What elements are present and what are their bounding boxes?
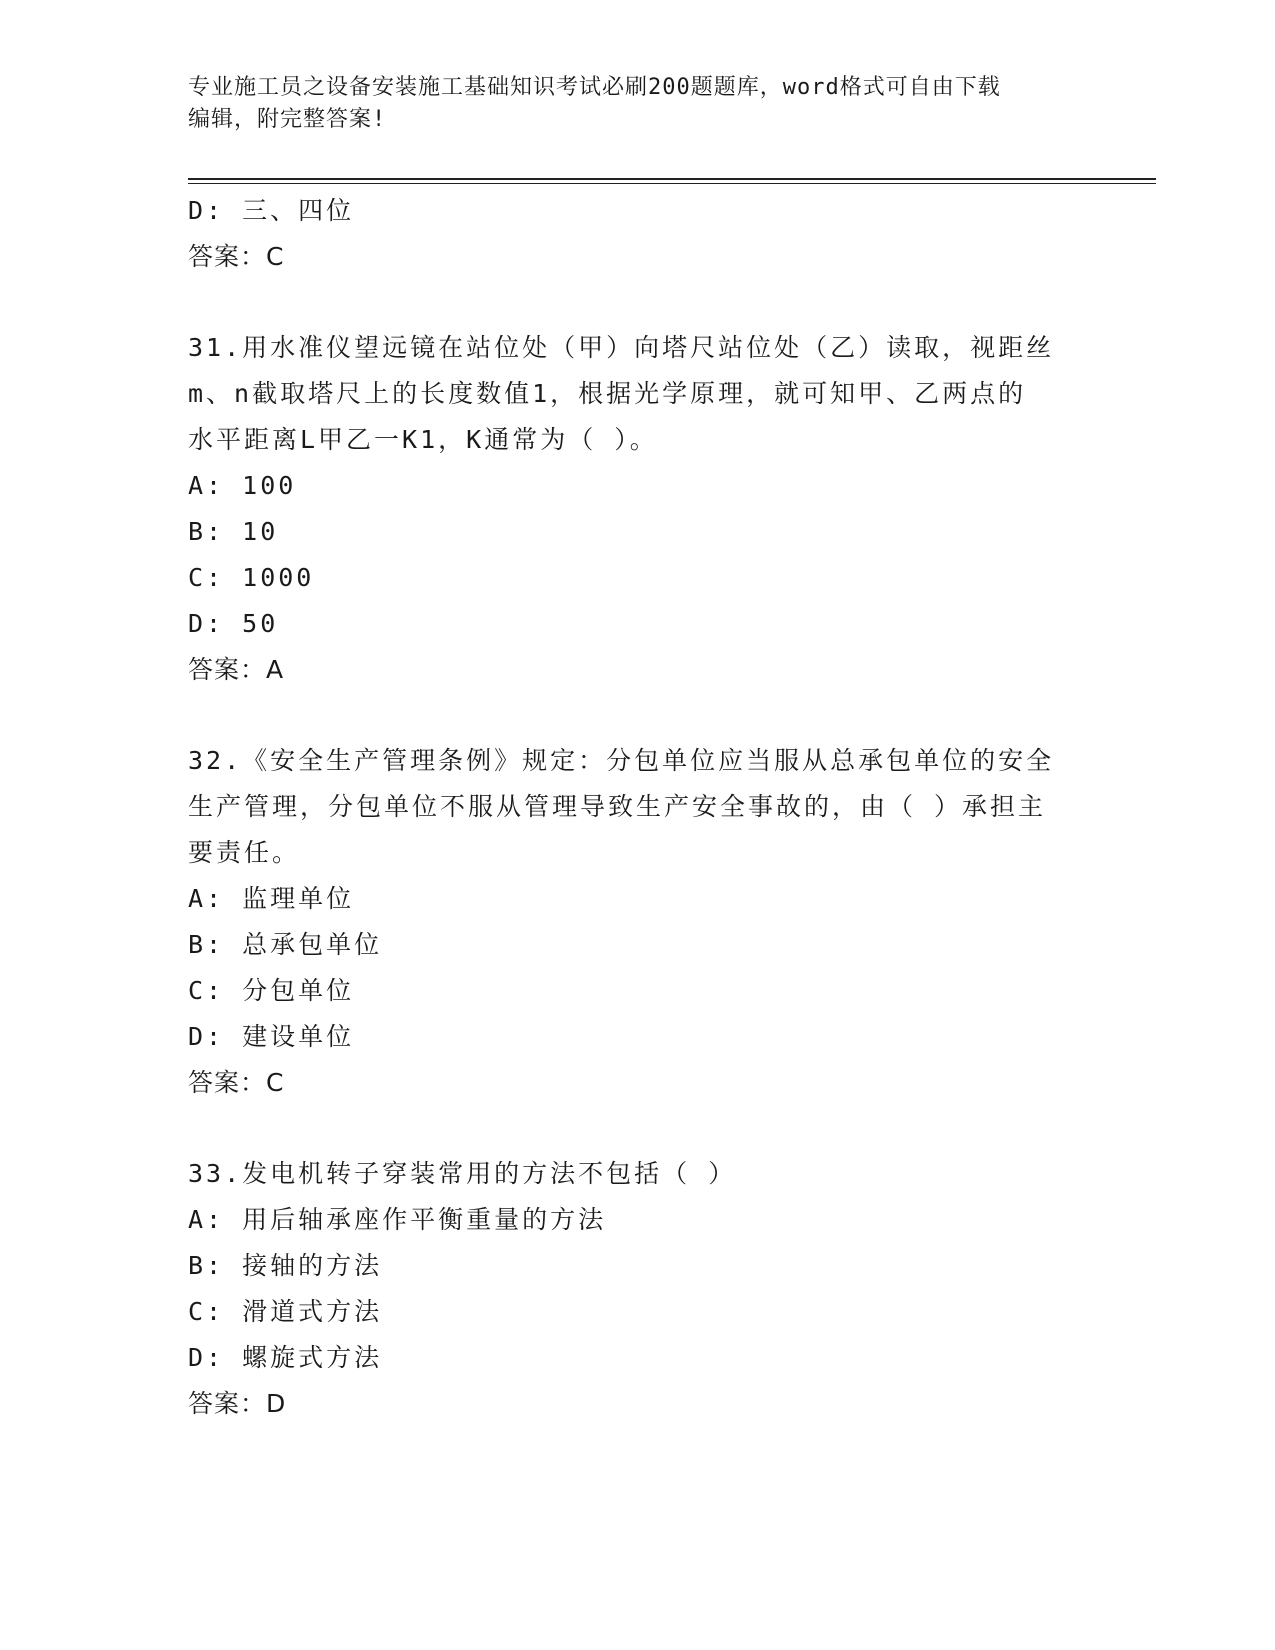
question-text-line: 33.发电机转子穿装常用的方法不包括（ ） bbox=[188, 1159, 737, 1188]
question-32 bbox=[188, 738, 1088, 1106]
option-d: D: 三、四位 bbox=[188, 196, 355, 225]
option-d: D: 50 bbox=[188, 609, 279, 638]
option-b: B: 总承包单位 bbox=[188, 930, 383, 959]
answer: 答案：C bbox=[188, 242, 285, 271]
header-divider-thick bbox=[188, 178, 1156, 180]
option-c: C: 1000 bbox=[188, 563, 315, 592]
question-text-line: 生产管理，分包单位不服从管理导致生产安全事故的，由（ ）承担主 bbox=[188, 792, 1047, 821]
option-b: B: 10 bbox=[188, 517, 279, 546]
header-line-2: 编辑，附完整答案! bbox=[188, 107, 387, 132]
option-d: D: 建设单位 bbox=[188, 1022, 355, 1051]
spacer bbox=[188, 280, 1088, 325]
previous-question-tail bbox=[188, 188, 1088, 280]
document-body bbox=[188, 188, 1088, 1427]
answer: 答案：C bbox=[188, 1068, 285, 1097]
option-b: B: 接轴的方法 bbox=[188, 1251, 383, 1280]
question-text-line: 要责任。 bbox=[188, 838, 301, 867]
spacer bbox=[188, 1106, 1088, 1151]
header-line-1: 专业施工员之设备安装施工基础知识考试必刷200题题库，word格式可自由下载 bbox=[188, 75, 1001, 100]
question-text-line: 32.《安全生产管理条例》规定：分包单位应当服从总承包单位的安全 bbox=[188, 746, 1055, 775]
option-d: D: 螺旋式方法 bbox=[188, 1343, 383, 1372]
answer: 答案：D bbox=[188, 1389, 287, 1418]
question-text-line: m、n截取塔尺上的长度数值1，根据光学原理，就可知甲、乙两点的 bbox=[188, 379, 1027, 408]
question-text-line: 31.用水准仪望远镜在站位处（甲）向塔尺站位处（乙）读取，视距丝 bbox=[188, 333, 1055, 362]
answer: 答案：A bbox=[188, 655, 285, 684]
option-a: A: 用后轴承座作平衡重量的方法 bbox=[188, 1205, 607, 1234]
option-a: A: 监理单位 bbox=[188, 884, 355, 913]
question-33 bbox=[188, 1151, 1088, 1427]
header-divider-thin bbox=[188, 183, 1156, 184]
spacer bbox=[188, 693, 1088, 738]
question-31 bbox=[188, 325, 1088, 693]
option-c: C: 滑道式方法 bbox=[188, 1297, 383, 1326]
option-a: A: 100 bbox=[188, 471, 297, 500]
option-c: C: 分包单位 bbox=[188, 976, 355, 1005]
question-text-line: 水平距离L甲乙一K1，K通常为（ ）。 bbox=[188, 425, 658, 454]
document-header bbox=[188, 72, 1088, 136]
